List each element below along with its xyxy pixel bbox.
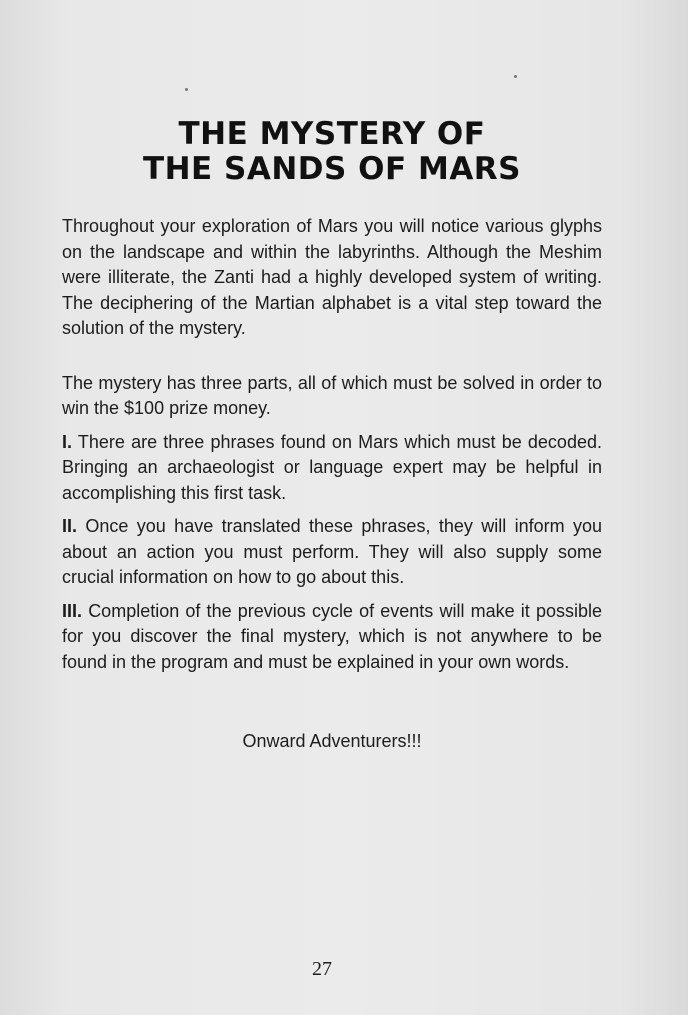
part-one-text: There are three phrases found on Mars which must be decoded. Bringing an archaeologist or language expert may be helpful in accomplishing this first task. — [62, 431, 602, 503]
body-text — [62, 214, 602, 683]
parts-intro-paragraph: The mystery has three parts, all of which must be solved in order to win the $100 prize money. — [62, 372, 602, 418]
page-number: 27 — [312, 958, 332, 980]
title-line-2: THE SANDS OF MARS — [142, 151, 522, 187]
closing-line: Onward Adventurers!!! — [242, 731, 422, 751]
intro-paragraph: Throughout your exploration of Mars you will notice various glyphs on the landscape and within the labyrinths. Although the Meshim were illiterate, the Zanti had a highly developed system of writing. The deciphering of the Martian alphabet is a vital step toward the solution of the mystery. — [62, 216, 602, 338]
paper-speck — [185, 88, 188, 91]
part-two-text: Once you have translated these phrases, they will inform you about an action you must perform. They will also supply some crucial information on how to go about this. — [62, 516, 602, 587]
part-one-paragraph — [62, 430, 602, 507]
part-one-numeral: I. — [62, 431, 73, 452]
part-two-numeral: II. — [62, 516, 78, 536]
part-two-paragraph — [62, 514, 602, 591]
part-three-text: Completion of the previous cycle of events will make it possible for you discover the final mystery, which is not anywhere to be found in the program and must be explained in your own words. — [62, 600, 602, 672]
part-three-paragraph — [62, 599, 602, 676]
title-line-1: THE MYSTERY OF — [178, 116, 486, 152]
paper-speck — [514, 75, 517, 78]
page-title — [0, 117, 664, 187]
part-three-numeral: III. — [62, 600, 83, 621]
